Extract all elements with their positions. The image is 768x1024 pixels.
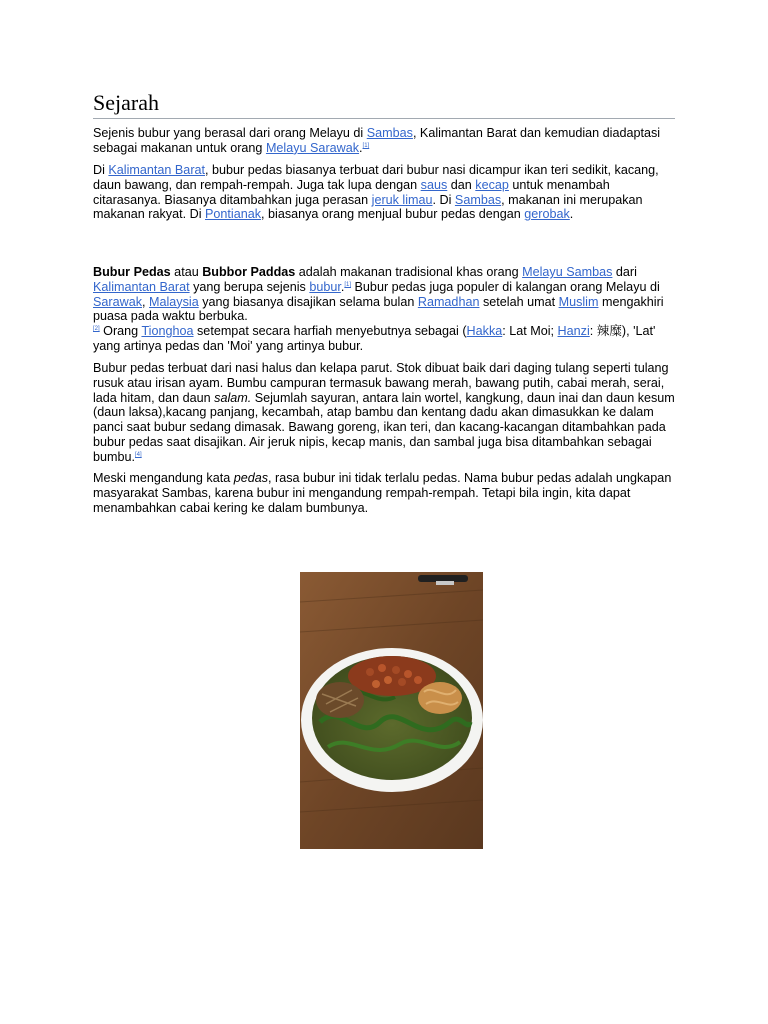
link-melayu-sarawak[interactable]: Melayu Sarawak — [265, 140, 360, 155]
text: , biasanya orang menjual bubur pedas dengan — [261, 207, 525, 222]
text: yang berupa sejenis — [189, 279, 310, 294]
link-hakka[interactable]: Hakka — [466, 324, 503, 339]
text: Di — [93, 163, 109, 177]
text: , — [142, 294, 149, 309]
paragraph-ingredients — [93, 361, 675, 465]
link-tionghoa[interactable]: Tionghoa — [141, 324, 194, 339]
text: Meski mengandung kata — [93, 471, 234, 485]
paragraph-spiciness — [93, 471, 675, 515]
text: Sejenis bubur yang berasal dari orang Melayu di — [93, 126, 367, 140]
link-muslim[interactable]: Muslim — [558, 294, 599, 309]
text: yang biasanya disajikan selama bulan — [198, 294, 418, 309]
link-melayu-sambas[interactable]: Melayu Sambas — [522, 265, 613, 279]
text: untuk menambah citarasanya. Biasanya ditambahkan juga perasan — [93, 177, 610, 207]
paragraph-definition — [93, 265, 675, 354]
link-malaysia[interactable]: Malaysia — [149, 294, 199, 309]
citation-link[interactable]: [1] — [344, 281, 352, 288]
text: dan — [447, 177, 476, 192]
text: Bubur pedas terbuat dari nasi halus dan kelapa parut. Stok dibuat baik dari daging tulang seperti tulang rusuk atau irisan ayam. Bumbu campuran termasuk bawang merah, bawang putih, cabai merah, serai, lada hitam, dan daun — [93, 361, 669, 405]
italic-term: salam. — [214, 390, 252, 405]
link-kecap[interactable]: kecap — [475, 177, 509, 192]
text: . — [569, 207, 574, 222]
link-sambas[interactable]: Sambas — [454, 192, 502, 207]
bowl-of-bubur-pedas-photo — [300, 572, 483, 849]
text: . Di — [432, 192, 455, 207]
bold-term: Bubur Pedas — [93, 265, 171, 279]
paragraph-kalbar — [93, 163, 675, 222]
link-kalimantan-barat[interactable]: Kalimantan Barat — [108, 163, 206, 177]
bubur-pedas-photo — [300, 572, 483, 849]
section-heading: Sejarah — [93, 90, 675, 119]
text: , bubur pedas biasanya terbuat dari bubur nasi dicampur ikan teri sedikit, kacang, daun bawang, dan rempah-rempah. Juga tak lupa dengan — [93, 163, 659, 192]
text: : 辣糜), 'Lat' yang artinya pedas dan 'Moi' yang artinya bubur. — [93, 324, 656, 353]
link-sarawak[interactable]: Sarawak — [93, 294, 142, 309]
citation-link[interactable]: [2] — [93, 326, 100, 333]
citation-link[interactable]: [1] — [362, 142, 370, 149]
text: dari — [612, 265, 637, 279]
link-hanzi[interactable]: Hanzi — [557, 324, 590, 339]
text: . — [340, 279, 345, 294]
link-pontianak[interactable]: Pontianak — [205, 207, 262, 222]
text: Orang — [99, 324, 142, 339]
link-saus[interactable]: saus — [420, 177, 448, 192]
bold-term: Bubbor Paddas — [202, 265, 296, 279]
text: , makanan ini merupakan makanan rakyat. Di — [93, 192, 643, 222]
text: setempat secara harfiah menyebutnya sebagai ( — [193, 324, 467, 339]
link-bubur[interactable]: bubur — [309, 279, 341, 294]
paragraph-origin — [93, 126, 675, 156]
text: mengakhiri puasa pada waktu berbuka. — [93, 294, 664, 324]
text: . — [359, 140, 363, 155]
text: setelah umat — [479, 294, 559, 309]
link-sambas[interactable]: Sambas — [366, 126, 413, 140]
text: , rasa bubur ini tidak terlalu pedas. Nama bubur pedas adalah ungkapan masyarakat Sambas, karena bubur ini mengandung rempah-rempah. Tetapi bila ingin, kita dapat menambahkan cabai kering ke dalam bumbunya. — [93, 471, 672, 515]
text: atau — [170, 265, 203, 279]
link-gerobak[interactable]: gerobak — [524, 207, 570, 222]
italic-term: pedas — [233, 471, 269, 485]
link-ramadhan[interactable]: Ramadhan — [417, 294, 480, 309]
text: Sejumlah sayuran, antara lain wortel, kangkung, daun inai dan daun kesum (daun laksa),kacang panjang, kecambah, atap bambu dan kentang dadu akan dimasukkan ke dalam panci saat bubur sedang dimasak. Bawang goreng, ikan teri, dan kacang-kacangan ditambahkan pada bubur pedas saat disajikan. Air jeruk nipis, kecap manis, dan sambal juga bisa ditambahkan sebagai bumbu. — [93, 390, 675, 464]
text: , Kalimantan Barat dan kemudian diadaptasi sebagai makanan untuk orang — [93, 126, 661, 155]
citation-link[interactable]: [4] — [135, 451, 142, 458]
link-jeruk-limau[interactable]: jeruk limau — [371, 192, 433, 207]
text: : Lat Moi; — [502, 324, 558, 339]
link-kalimantan-barat[interactable]: Kalimantan Barat — [93, 279, 190, 294]
text: Bubur pedas juga populer di kalangan orang Melayu di — [351, 279, 660, 294]
text: adalah makanan tradisional khas orang — [295, 265, 523, 279]
